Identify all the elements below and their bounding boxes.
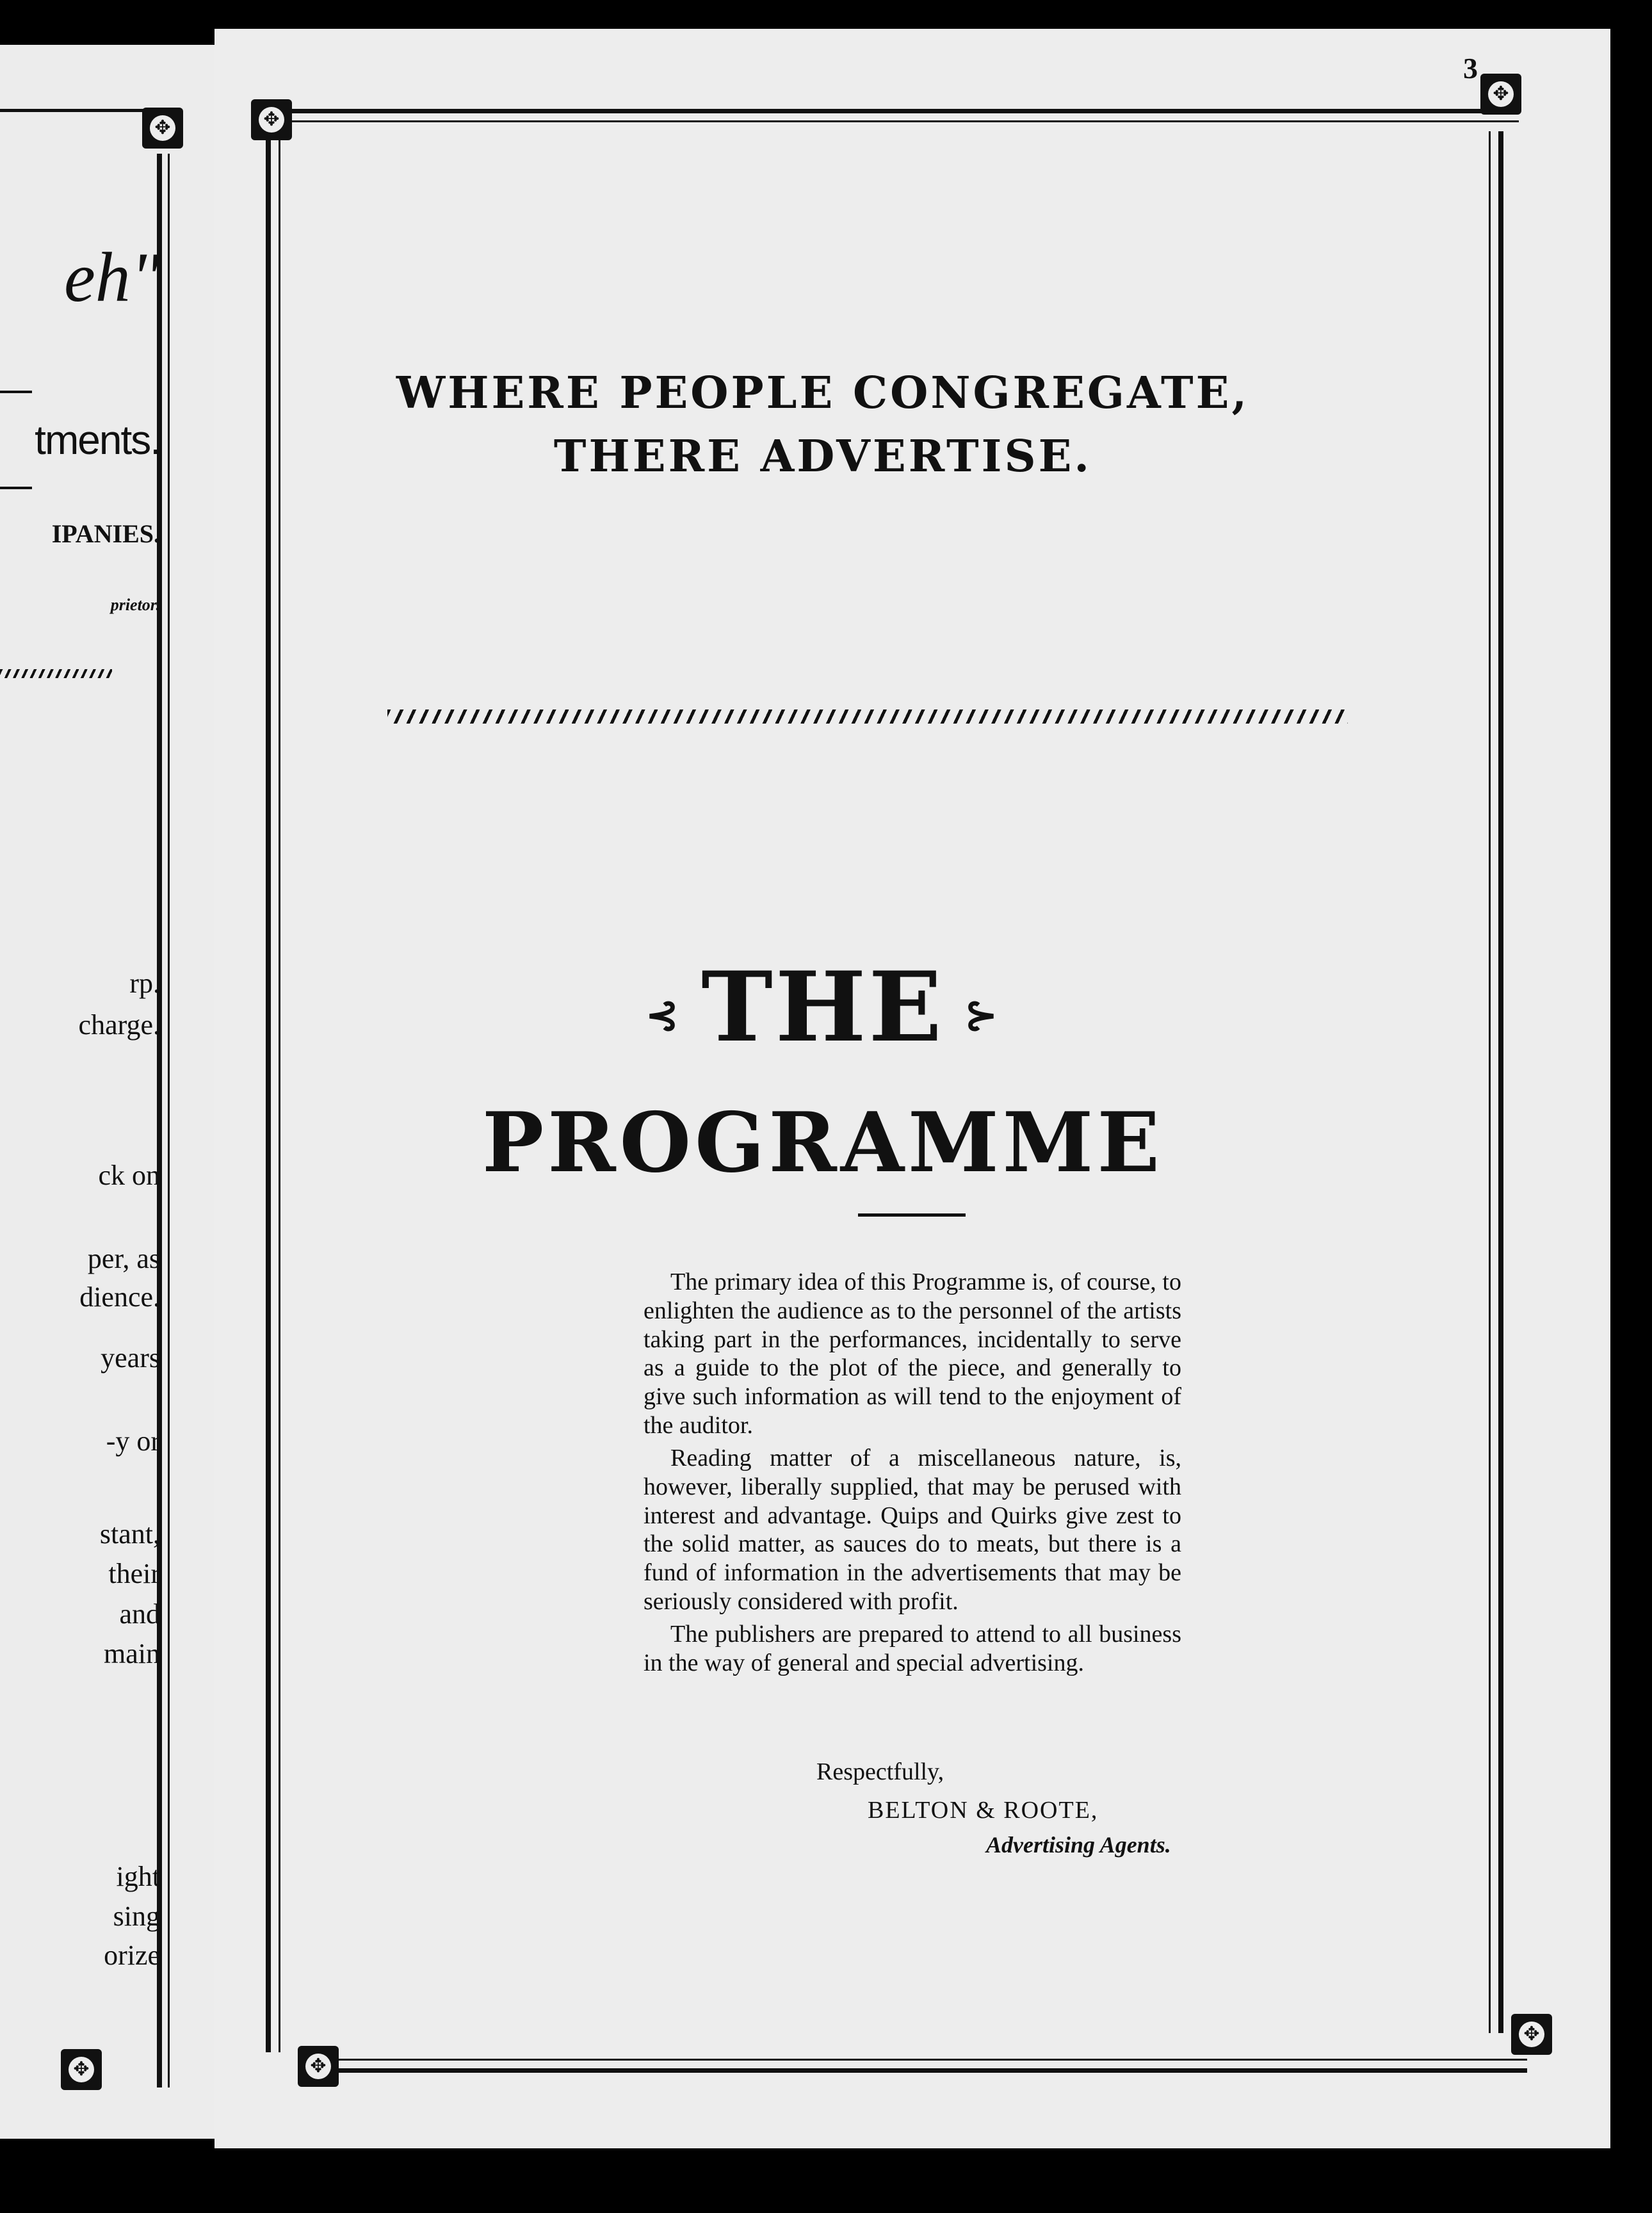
right-border-thick — [1498, 131, 1503, 2033]
top-border-thin — [273, 120, 1519, 122]
body-text — [644, 1268, 1181, 1682]
corner-ornament-top-right: ✥ — [1480, 74, 1521, 115]
left-hatch-rule — [0, 669, 112, 678]
signature-name: BELTON & ROOTE, — [868, 1797, 1099, 1824]
top-border-thick — [273, 109, 1519, 113]
signature-closing: Respectfully, — [816, 1758, 944, 1785]
left-rule — [0, 487, 32, 489]
left-text-line: their — [108, 1558, 160, 1589]
corner-ornament-bottom-right: ✥ — [1511, 2014, 1552, 2055]
bottom-border-thick — [311, 2068, 1527, 2073]
page-number: 3 — [1463, 52, 1478, 85]
ornament-left-icon: ⊰ — [645, 992, 683, 1040]
programme-page — [215, 29, 1610, 2148]
body-paragraph-1: The primary idea of this Programme is, of course, to enlighten the audience as to the personnel of the artists taking part in the performances, incidentally to serve as a guide to the plot of the piece, and generally to give such information as will tend to the enjoyment of the auditor. — [644, 1269, 1181, 1439]
left-text-line: main — [104, 1638, 160, 1669]
headline-line-2: THERE ADVERTISE. — [553, 430, 1092, 482]
left-text-line: and — [119, 1598, 160, 1630]
left-text-line: per, as — [87, 1243, 160, 1274]
body-paragraph-2: Reading matter of a miscellaneous nature, is, however, liberally supplied, that may be perused with interest and advantage. Quips and Quirks give zest to the solid matter, as sauces do to meats, but there is a fund of information in the advertisements that may be seriously considered with profit. — [644, 1444, 1181, 1616]
left-text-line: tments. — [35, 417, 160, 463]
hatched-divider — [387, 709, 1348, 724]
left-page-fragment — [0, 45, 215, 2139]
left-text-line: orize — [104, 1940, 160, 1971]
title-the-text: THE — [701, 951, 944, 1064]
headline — [215, 362, 1431, 488]
left-text-line: ight — [116, 1861, 160, 1892]
left-text-line: eh" — [63, 238, 160, 316]
left-text-line: stant, — [99, 1518, 160, 1550]
left-corner-ornament-bottom: ✥ — [61, 2049, 102, 2090]
left-text-line: sing — [113, 1901, 160, 1932]
left-text-line: prietor. — [110, 596, 160, 614]
left-text-line: -y or — [106, 1425, 160, 1457]
bottom-border-thin — [311, 2059, 1527, 2061]
left-page-top-border — [0, 109, 160, 112]
left-rule — [0, 391, 32, 393]
corner-ornament-bottom-left: ✥ — [298, 2046, 339, 2087]
left-text-line: charge. — [78, 1009, 160, 1041]
signature-title: Advertising Agents. — [986, 1832, 1171, 1858]
left-text-line: years — [101, 1342, 160, 1374]
title-the — [215, 951, 1431, 1064]
left-text-line: dience. — [79, 1281, 160, 1313]
corner-ornament-top-left: ✥ — [251, 99, 292, 140]
title-underline — [858, 1213, 966, 1217]
left-corner-ornament-top: ✥ — [142, 108, 183, 149]
right-border-thin — [1489, 131, 1491, 2033]
left-text-line: IPANIES. — [51, 519, 160, 548]
left-text-line: ck on — [98, 1160, 160, 1191]
left-page-border-thin — [168, 154, 170, 2087]
body-paragraph-3: The publishers are prepared to attend to all business in the way of general and special advertising. — [644, 1620, 1181, 1676]
title-programme: PROGRAMME — [482, 1095, 1164, 1191]
ornament-right-icon: ⊱ — [963, 992, 1001, 1040]
headline-line-1: WHERE PEOPLE CONGREGATE, — [396, 368, 1250, 419]
left-text-line: rp. — [129, 968, 160, 999]
